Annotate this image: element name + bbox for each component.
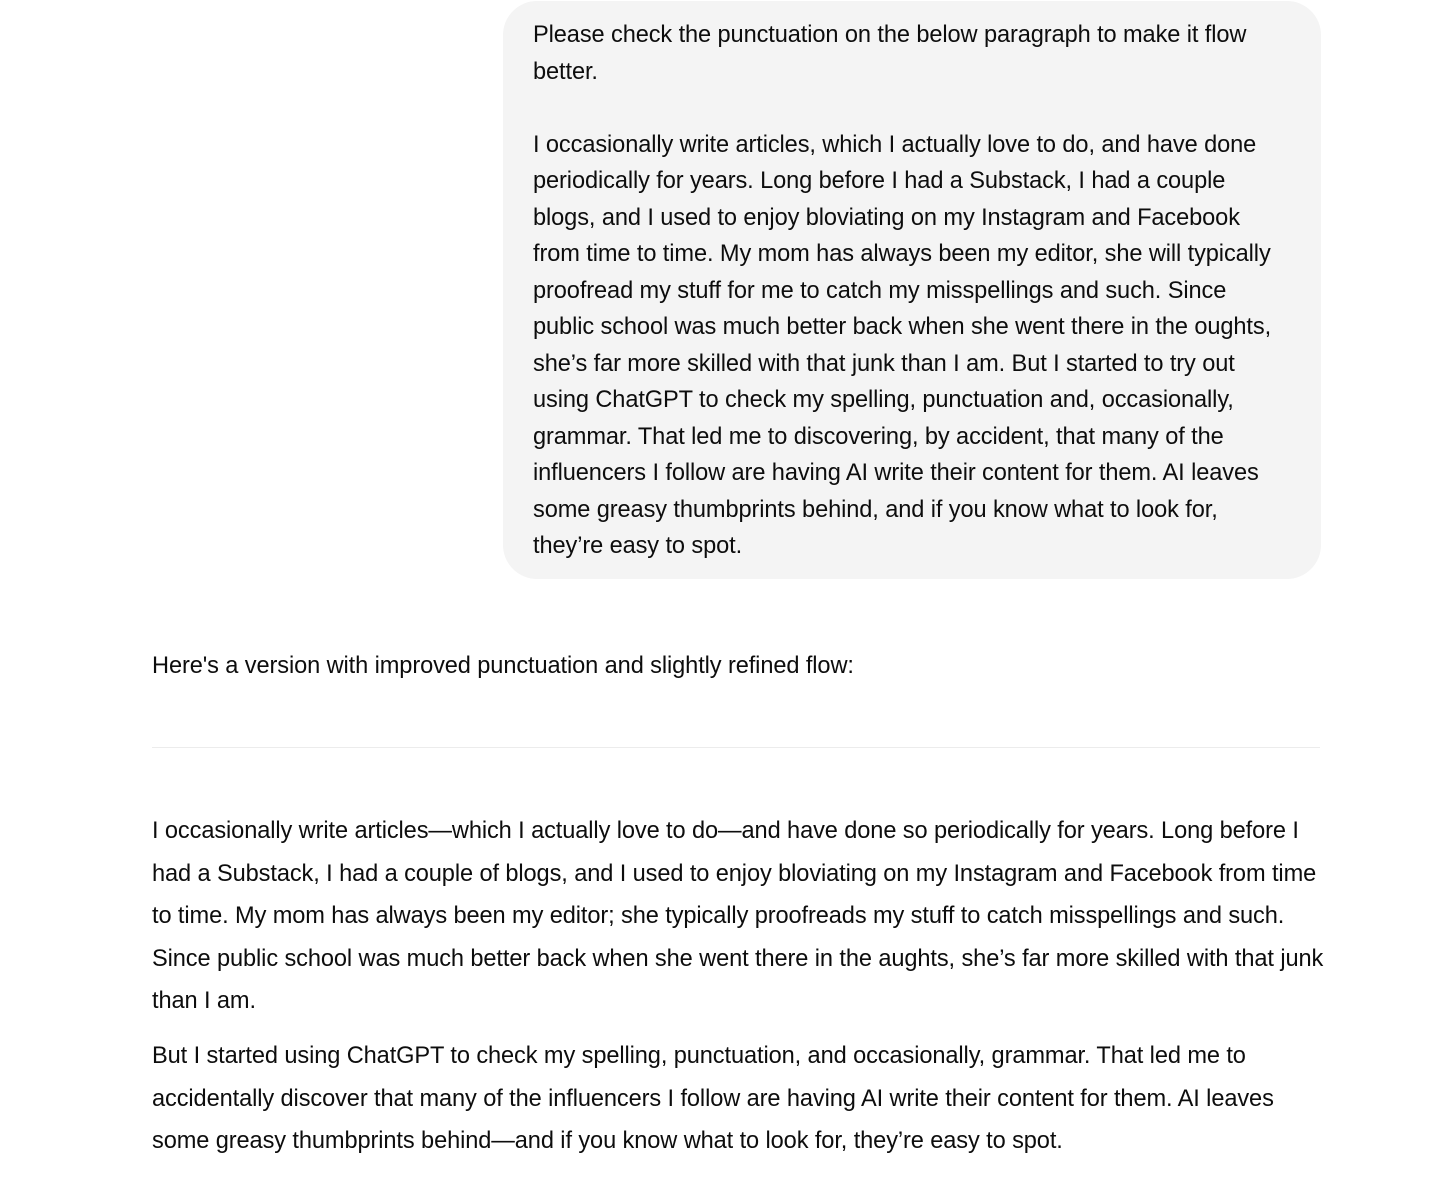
user-message-bubble (503, 1, 1321, 579)
assistant-intro-text: Here's a version with improved punctuation and slightly refined flow: (152, 653, 854, 679)
assistant-paragraph-2: But I started using ChatGPT to check my spelling, punctuation, and occasionally, grammar. That led me to accidentally discover that many of the influencers I follow are having AI write their content for them. AI leaves some greasy thumbprints behind—and if you know what to look for, they’re easy to spot. (152, 1043, 1274, 1155)
user-request-text: Please check the punctuation on the below paragraph to make it flow better. (533, 22, 1247, 85)
assistant-paragraph-1: I occasionally write articles—which I actually love to do—and have done so periodically for years. Long before I had a Substack, I had a couple of blogs, and I used to enjoy bloviating on my Instagram and Facebook from time to time. My mom has always been my editor; she typically proofreads my stuff to catch misspellings and such. Since public school was much better back when she went there in the aughts, she’s far more skilled with that junk than I am. (152, 818, 1324, 1015)
user-paragraph-text: I occasionally write articles, which I actually love to do, and have done periodically for years. Long before I had a Substack, I had a couple blogs, and I used to enjoy bloviating on my Instagram and Facebook from time to time. My mom has always been my editor, she will typically proofread my stuff for me to catch my misspellings and such. Since public school was much better back when she went there in the oughts, she’s far more skilled with that junk than I am. But I started to try out using ChatGPT to check my spelling, punctuation and, occasionally, grammar. That led me to discovering, by accident, that many of the influencers I follow are having AI write their content for them. AI leaves some greasy thumbprints behind, and if you know what to look for, they’re easy to spot. (533, 131, 1272, 559)
horizontal-divider (152, 747, 1320, 748)
